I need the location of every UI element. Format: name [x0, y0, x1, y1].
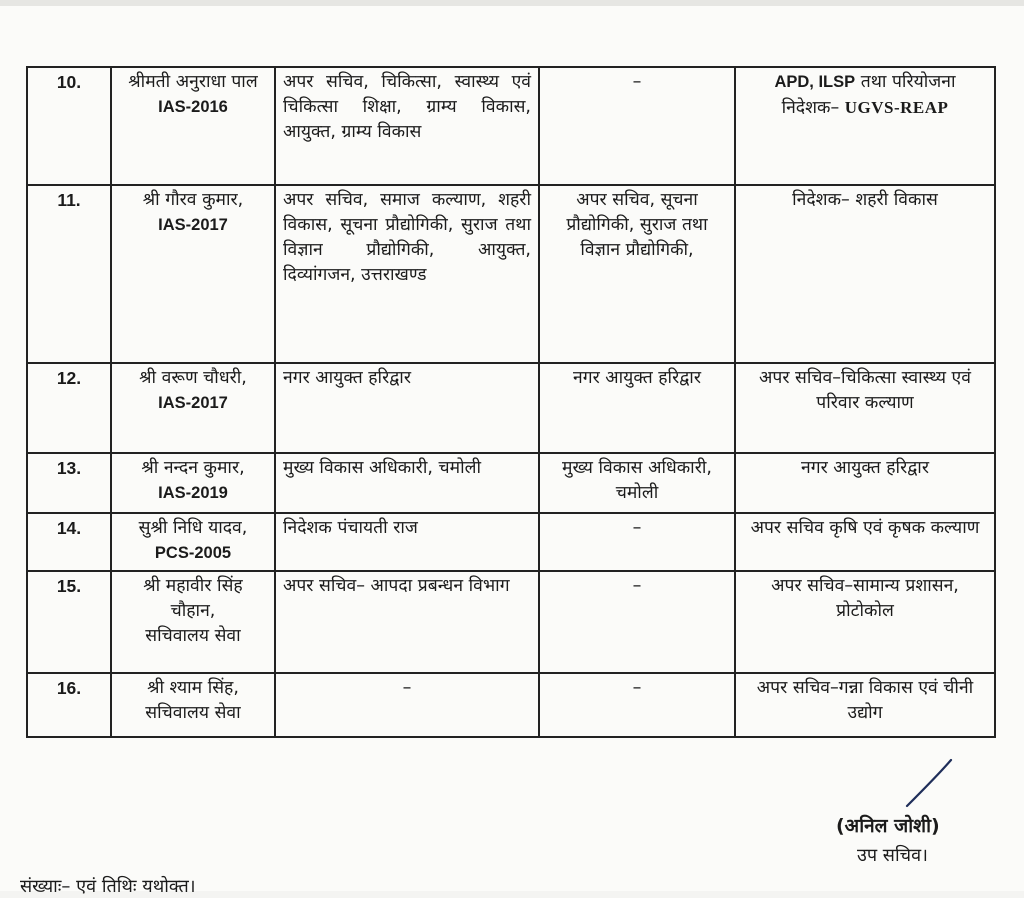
page-top-edge [0, 0, 1024, 6]
officer-name-cell [111, 363, 275, 453]
officer-service: IAS-2017 [158, 394, 228, 412]
officer-service: सचिवालय सेवा [145, 703, 241, 723]
serial-number: 15. [27, 571, 111, 673]
table-row [27, 185, 995, 363]
current-posting: निदेशक पंचायती राज [275, 513, 539, 571]
table-row [27, 363, 995, 453]
current-posting: नगर आयुक्त हरिद्वार [275, 363, 539, 453]
serial-number: 13. [27, 453, 111, 513]
officer-name-cell [111, 513, 275, 571]
new-posting: अपर सचिव–चिकित्सा स्वास्थ्य एवं परिवार कल्याण [735, 363, 995, 453]
new-posting: अपर सचिव–गन्ना विकास एवं चीनी उद्योग [735, 673, 995, 737]
signer-designation: उप सचिव। [857, 845, 928, 866]
current-posting: मुख्य विकास अधिकारी, चमोली [275, 453, 539, 513]
retained-posting: मुख्य विकास अधिकारी, चमोली [539, 453, 735, 513]
new-posting: निदेशक– शहरी विकास [735, 185, 995, 363]
officer-name-cell [111, 185, 275, 363]
officer-name: श्री नन्दन कुमार, [141, 458, 245, 478]
current-posting: अपर सचिव– आपदा प्रबन्धन विभाग [275, 571, 539, 673]
table-row [27, 453, 995, 513]
officer-name: सुश्री निधि यादव, [138, 518, 248, 538]
officer-name: श्री श्याम सिंह, [147, 678, 239, 698]
table-row [27, 571, 995, 673]
retained-posting: – [539, 513, 735, 571]
serial-number: 16. [27, 673, 111, 737]
reference-line: संख्याः– एवं तिथिः यथोक्त। [20, 876, 196, 897]
officer-service: IAS-2016 [158, 98, 228, 116]
officer-name-cell [111, 673, 275, 737]
serial-number: 10. [27, 67, 111, 185]
officer-name-cell [111, 571, 275, 673]
retained-posting: – [539, 67, 735, 185]
officer-name-cell [111, 453, 275, 513]
serial-number: 14. [27, 513, 111, 571]
signer-name: (अनिल जोशी) [836, 815, 940, 837]
new-posting-cell [735, 67, 995, 185]
new-posting-text: तथा परियोजना निदेशक– [781, 72, 956, 118]
transfer-order-table [26, 66, 996, 738]
new-posting: अपर सचिव कृषि एवं कृषक कल्याण [735, 513, 995, 571]
retained-posting: अपर सचिव, सूचना प्रौद्योगिकी, सुराज तथा विज्ञान प्रौद्योगिकी, [539, 185, 735, 363]
officer-name: श्रीमती अनुराधा पाल [128, 72, 258, 92]
officer-name: श्री गौरव कुमार, [142, 190, 244, 210]
officer-service: IAS-2019 [158, 484, 228, 502]
retained-posting: – [539, 571, 735, 673]
new-posting-code: APD, ILSP [774, 73, 856, 91]
officer-name: श्री वरूण चौधरी, [139, 368, 247, 388]
current-posting: – [275, 673, 539, 737]
officer-service: PCS-2005 [154, 544, 232, 562]
retained-posting: नगर आयुक्त हरिद्वार [539, 363, 735, 453]
retained-posting: – [539, 673, 735, 737]
table-row [27, 513, 995, 571]
table-row [27, 673, 995, 737]
new-posting-scheme: UGVS-REAP [844, 98, 949, 117]
officer-name-cell [111, 67, 275, 185]
serial-number: 11. [27, 185, 111, 363]
officer-name: श्री महावीर सिंह चौहान, [143, 576, 243, 621]
current-posting: अपर सचिव, चिकित्सा, स्वास्थ्य एवं चिकित्सा शिक्षा, ग्राम्य विकास, आयुक्त, ग्राम्य विकास [275, 67, 539, 185]
signature-stroke [895, 758, 955, 808]
table-row [27, 67, 995, 185]
current-posting: अपर सचिव, समाज कल्याण, शहरी विकास, सूचना प्रौद्योगिकी, सुराज तथा विज्ञान प्रौद्योगिकी, आयुक्त, दिव्यांगजन, उत्तराखण्ड [275, 185, 539, 363]
officer-service: सचिवालय सेवा [145, 626, 241, 646]
new-posting: नगर आयुक्त हरिद्वार [735, 453, 995, 513]
officer-service: IAS-2017 [158, 216, 228, 234]
serial-number: 12. [27, 363, 111, 453]
new-posting: अपर सचिव–सामान्य प्रशासन, प्रोटोकोल [735, 571, 995, 673]
